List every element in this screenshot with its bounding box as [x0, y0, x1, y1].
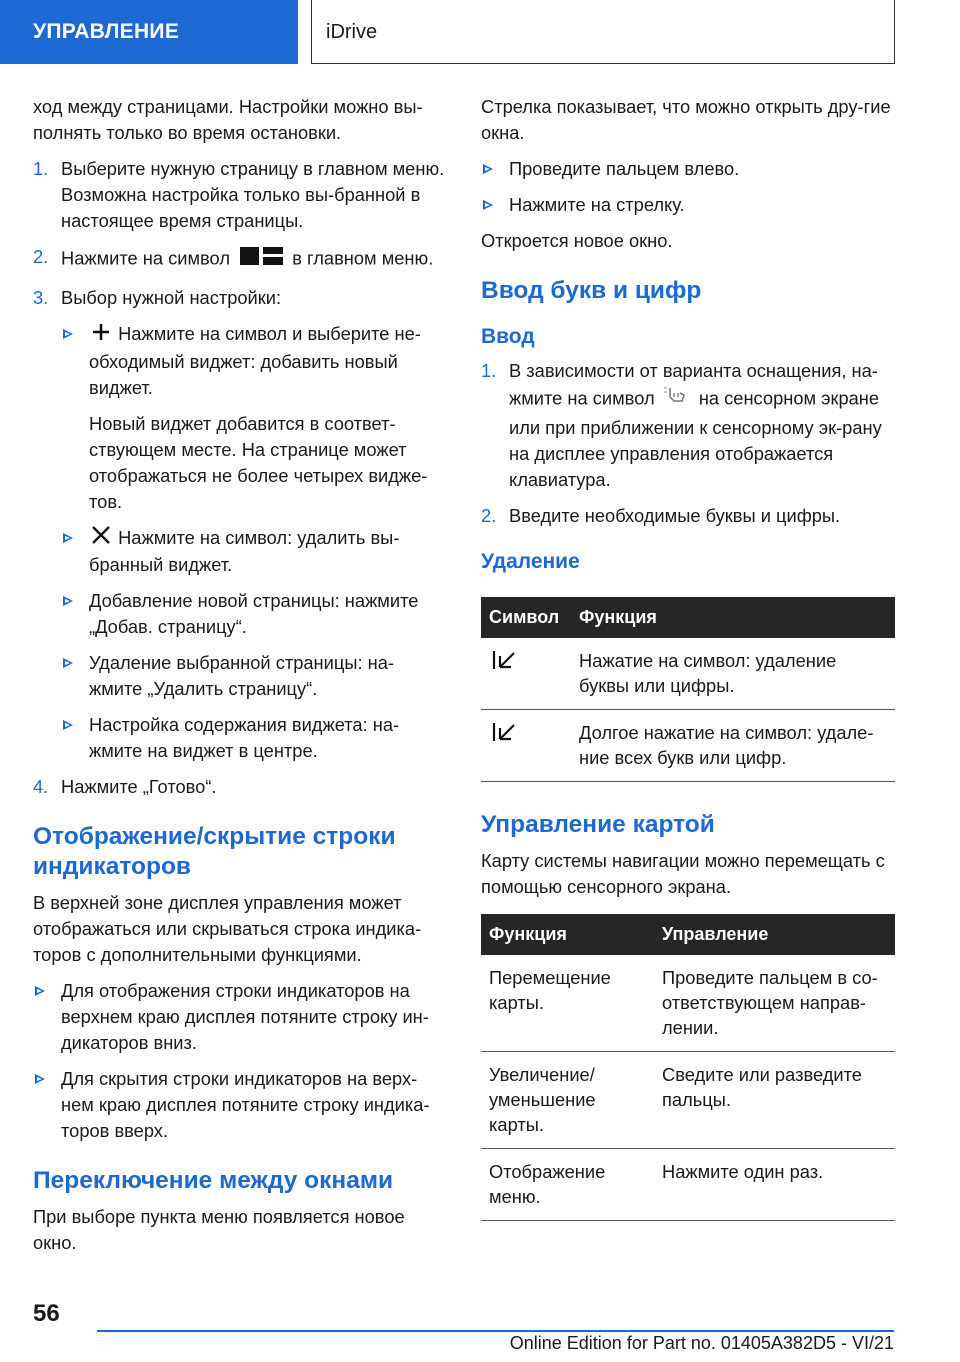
footer-edition: Online Edition for Part no. 01405A382D5 - VI/21 [509, 1333, 894, 1353]
chapter-title: iDrive [311, 0, 895, 64]
add-widget-note: Новый виджет добавится в соответ-ствующем месте. На странице может отображаться не более четырех видже-тов. [89, 412, 428, 512]
bullet-text: Нажмите на стрелку. [509, 194, 685, 215]
table-header-cell: Функция [571, 597, 895, 638]
table-row [481, 710, 895, 782]
backspace-icon [489, 648, 519, 678]
table-cell [481, 638, 571, 710]
map-table [481, 914, 895, 1221]
step-number: 4. [33, 776, 49, 798]
step-number: 3. [33, 287, 49, 308]
step-text: Выберите нужную страницу в главном меню. Возможна настройка только вы-бранной в настоящее время страницы. [61, 158, 445, 231]
table-cell: Нажмите один раз. [654, 1149, 895, 1221]
table-cell: Проведите пальцем в со-ответствующем направ-лении. [654, 955, 895, 1052]
bullet-new-page [61, 588, 447, 640]
bullet-triangle-icon [63, 329, 73, 339]
table-header-row [481, 597, 895, 638]
bullet-text: Нажмите на символ и выберите не-обходимый виджет: добавить новый виджет. [89, 323, 421, 398]
bullet-triangle-icon [63, 658, 73, 668]
step-text: Выбор нужной настройки: [61, 287, 282, 308]
bullet-tap-arrow [481, 192, 895, 218]
status-bar-intro: В верхней зоне дисплея управления может отображаться или скрываться строка индика-торов с дополнительными функциями. [33, 892, 422, 966]
bullet-text: Нажмите на символ: удалить вы-бранный виджет. [89, 526, 400, 576]
table-cell: Увеличение/ уменьшение карты. [481, 1052, 654, 1149]
map-heading: Управление картой [481, 811, 715, 838]
table-cell: Перемещение карты. [481, 955, 654, 1052]
bullet-add-widget [61, 321, 447, 401]
handwriting-icon [660, 384, 694, 415]
bullet-triangle-icon [35, 1074, 45, 1084]
table-row [481, 955, 895, 1052]
plus-icon [89, 322, 113, 349]
backspace-icon [489, 720, 519, 750]
bullet-delete-page [61, 650, 447, 702]
step-number: 2. [481, 505, 497, 526]
table-cell: Нажатие на символ: удаление буквы или цифры. [571, 638, 895, 710]
bullet-widget-content [61, 712, 447, 764]
bullet-hide-status [33, 1066, 447, 1144]
bullet-remove-widget [61, 525, 447, 579]
bullet-text: Для отображения строки индикаторов на верхнем краю дисплея потяните строку ин-дикаторов вниз. [61, 980, 429, 1054]
table-cell: Отображение меню. [481, 1149, 654, 1221]
table-row [481, 1052, 895, 1149]
new-window-text: Откроется новое окно. [481, 230, 673, 251]
bullet-text: Для скрытия строки индикаторов на верх-нем краю дисплея потяните строку индика-торов вверх. [61, 1068, 430, 1142]
input-heading: Ввод букв и цифр [481, 277, 702, 304]
section-tab: УПРАВЛЕНИЕ [0, 0, 298, 64]
input-subheading: Ввод [481, 325, 535, 348]
step-text: Нажмите „Готово“. [61, 776, 217, 798]
bullet-triangle-icon [63, 596, 73, 606]
table-row [481, 638, 895, 710]
step-text: В зависимости от варианта оснащения, на-жмите на символ [509, 360, 878, 409]
map-text: Карту системы навигации можно перемещать с помощью сенсорного экрана. [481, 850, 885, 897]
input-step-1 [481, 358, 895, 493]
step-2 [33, 244, 447, 275]
step-3-options [33, 321, 447, 764]
bullet-text: Удаление выбранной страницы: на-жмите „Удалить страницу“. [89, 652, 394, 700]
footer-divider [97, 1330, 894, 1332]
table-header-cell: Функция [481, 914, 654, 955]
right-column [481, 94, 895, 1221]
windows-text: При выборе пункта меню появляется новое окно. [33, 1206, 405, 1254]
delete-table [481, 597, 895, 782]
bullet-triangle-icon [483, 164, 493, 174]
arrow-text: Стрелка показывает, что можно открыть дру-гие окна. [481, 96, 891, 143]
bullet-text: Настройка содержания виджета: на-жмите на виджет в центре. [89, 714, 400, 762]
table-cell: Долгое нажатие на символ: удале-ние всех букв или цифр. [571, 710, 895, 782]
table-row [481, 1149, 895, 1221]
page-number: 56 [33, 1300, 60, 1327]
close-icon [89, 525, 113, 552]
windows-heading: Переключение между окнами [33, 1167, 393, 1195]
table-header-cell: Символ [481, 597, 571, 638]
step-3 [33, 285, 447, 311]
step-text: Нажмите на символ [61, 247, 230, 269]
table-header-row [481, 914, 895, 955]
bullet-triangle-icon [63, 720, 73, 730]
bullet-text: Проведите пальцем влево. [509, 158, 740, 179]
status-bar-heading: Отображение/скрытие строки индикаторов [33, 823, 396, 881]
delete-subheading: Удаление [481, 550, 580, 573]
step-number: 1. [481, 360, 497, 381]
bullet-triangle-icon [35, 986, 45, 996]
bullet-triangle-icon [483, 200, 493, 210]
step-number: 1. [33, 158, 49, 179]
intro-text: ход между страницами. Настройки можно вы-полнять только во время остановки. [33, 96, 423, 143]
step-4 [33, 774, 447, 800]
step-1 [33, 156, 447, 234]
step-text: Введите необходимые буквы и цифры. [509, 505, 841, 526]
step-number: 2. [33, 246, 49, 267]
left-column [33, 94, 447, 1256]
bullet-show-status [33, 978, 447, 1056]
bullet-swipe-left [481, 156, 895, 182]
input-step-2 [481, 503, 895, 529]
bullet-text: Добавление новой страницы: нажмите „Добав. страницу“. [89, 590, 419, 638]
step-text: в главном меню. [292, 247, 434, 269]
table-header-cell: Управление [654, 914, 895, 955]
table-cell [481, 710, 571, 782]
step-text: на сенсорном экране или при приближении к сенсорному эк-рану на дисплее управления отображается клавиатура. [509, 387, 882, 490]
widget-layout-icon [235, 244, 287, 275]
table-cell: Сведите или разведите пальцы. [654, 1052, 895, 1149]
bullet-triangle-icon [63, 533, 73, 543]
